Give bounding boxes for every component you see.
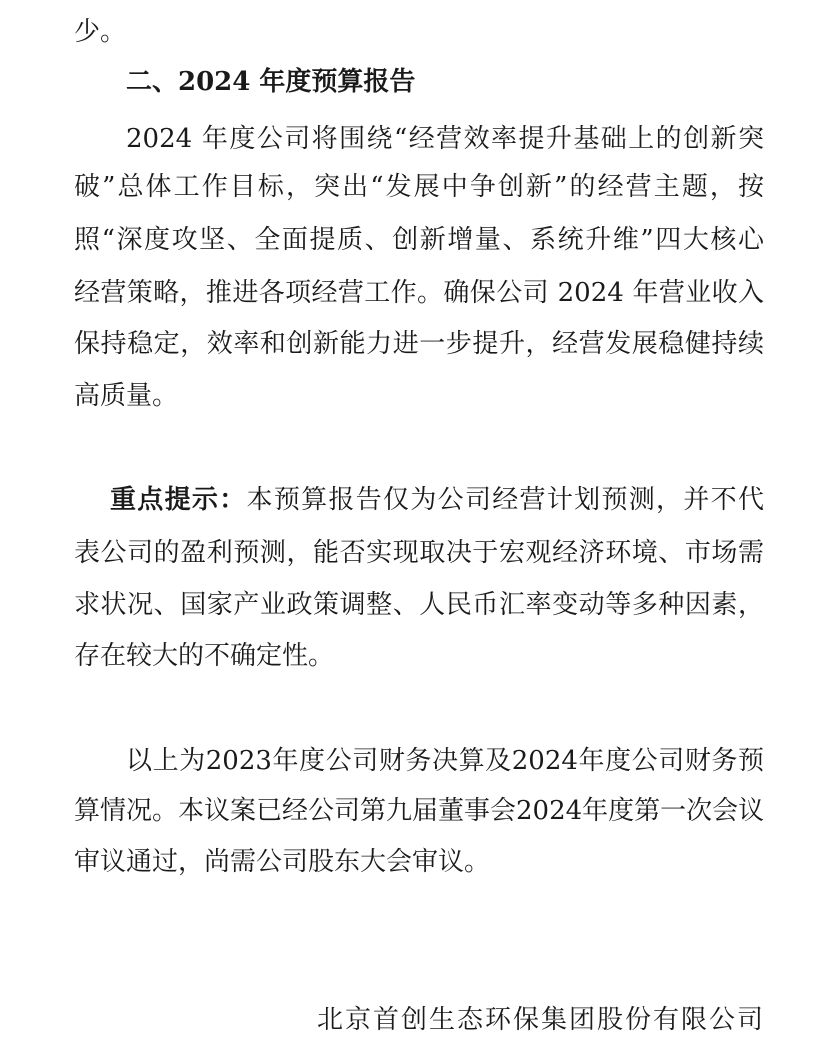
paragraph-line: 2024 年度公司将围绕“经营效率提升基础上的创新突 [126,124,764,154]
paragraph-line: 保持稳定，效率和创新能力进一步提升，经营发展稳健持续 [74,329,764,359]
notice-first-line [110,472,764,528]
section-2-heading: 二、2024 年度预算报告 [126,67,416,97]
paragraph-line: 审议通过，尚需公司股东大会审议。 [74,847,491,877]
paragraph-line: 存在较大的不确定性。 [74,641,335,671]
notice-text: 本预算报告仅为公司经营计划预测，并不代 [246,485,764,515]
paragraph-line: 高质量。 [74,381,179,411]
paragraph-line: 破”总体工作目标，突出“发展中争创新”的经营主题，按 [74,172,764,202]
paragraph-line: 求状况、国家产业政策调整、人民币汇率变动等多种因素， [74,590,764,620]
paragraph-line: 照“深度攻坚、全面提质、创新增量、系统升维”四大核心 [74,225,764,255]
previous-section-tail: 少。 [74,17,127,47]
paragraph-line: 以上为2023年度公司财务决算及2024年度公司财务预 [126,746,764,776]
paragraph-line: 表公司的盈利预测，能否实现取决于宏观经济环境、市场需 [74,538,764,568]
paragraph-line: 算情况。本议案已经公司第九届董事会2024年度第一次会议 [74,796,765,826]
paragraph-line: 经营策略，推进各项经营工作。确保公司 2024 年营业收入 [74,278,764,308]
company-signature: 北京首创生态环保集团股份有限公司 [316,1005,765,1035]
notice-label: 重点提示： [110,485,247,515]
